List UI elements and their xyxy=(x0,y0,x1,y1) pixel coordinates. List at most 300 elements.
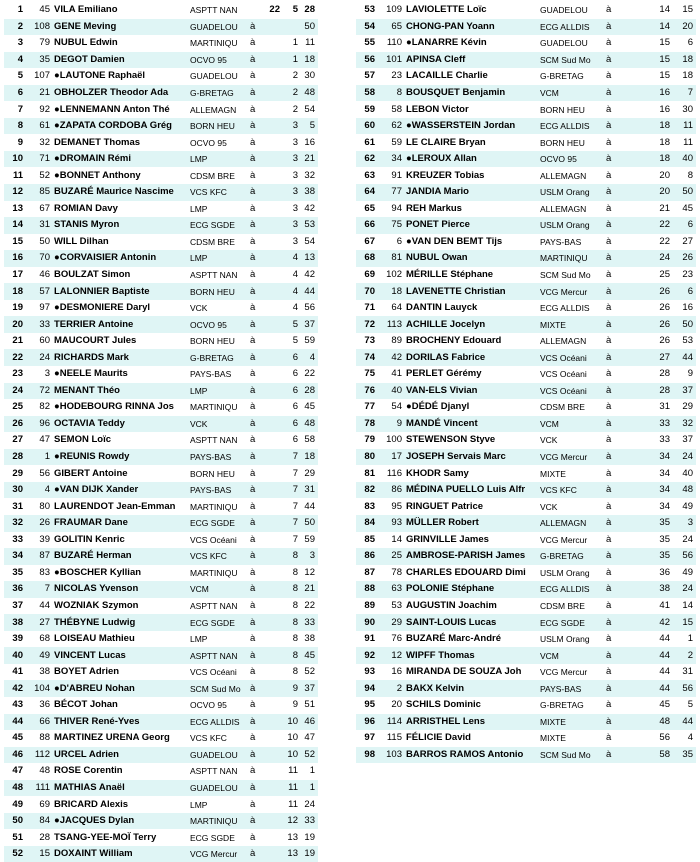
gap-marker-cell: à xyxy=(250,217,282,234)
gap-marker-cell: à xyxy=(250,202,256,214)
bib-number-cell: 108 xyxy=(26,19,54,36)
rank-cell: 58 xyxy=(356,85,378,102)
rank-cell: 14 xyxy=(4,217,26,234)
time-minutes-cell: 41 xyxy=(659,599,670,611)
rider-name-cell: BOULZAT Simon xyxy=(54,269,131,281)
rank-cell: 59 xyxy=(364,103,375,115)
time-seconds-cell: 53 xyxy=(682,335,693,347)
time-minutes-cell: 8 xyxy=(282,647,300,664)
bib-number-cell: 40 xyxy=(378,383,406,400)
bib-number-cell: 77 xyxy=(378,184,406,201)
team-cell: ALLEMAGN xyxy=(540,170,587,181)
rank-cell: 37 xyxy=(12,599,23,611)
time-minutes-cell: 6 xyxy=(292,401,298,413)
team-cell: MARTINIQU xyxy=(190,402,238,413)
table-row xyxy=(356,631,696,648)
rider-name-cell: GOLITIN Kenric xyxy=(54,533,125,545)
team-cell: MARTINIQU xyxy=(190,567,238,578)
table-row xyxy=(356,664,696,681)
rank-cell: 11 xyxy=(12,169,23,181)
rank-cell: 39 xyxy=(12,633,23,645)
time-minutes-cell: 13 xyxy=(287,831,298,843)
bib-number-cell: 80 xyxy=(39,500,50,512)
team-cell: GUADELOU xyxy=(190,19,250,36)
rank-cell: 57 xyxy=(364,70,375,82)
gap-marker-cell: à xyxy=(250,449,282,466)
table-row xyxy=(4,333,347,350)
gap-marker-cell: à xyxy=(606,633,612,645)
table-row xyxy=(4,234,347,251)
rider-name-cell: GENE Meving xyxy=(54,19,190,36)
rank-cell: 41 xyxy=(12,666,23,678)
rider-name-cell: LAURENDOT Jean-Emman xyxy=(54,500,176,512)
gap-marker-cell: à xyxy=(606,500,612,512)
team-cell: G-BRETAG xyxy=(190,349,250,366)
results-column-left xyxy=(4,2,347,862)
gap-marker-cell: à xyxy=(250,368,256,380)
team-cell: ASPTT NAN xyxy=(190,435,238,446)
team-cell: LMP xyxy=(190,634,208,645)
bib-number-cell: 46 xyxy=(39,269,50,281)
rider-name-cell: MAUCOURT Jules xyxy=(54,335,137,347)
team-cell: PAYS-BAS xyxy=(190,449,250,466)
bib-number-cell: 111 xyxy=(26,780,54,797)
table-row xyxy=(4,813,347,830)
rider-name-cell: ●LAUTONE Raphaël xyxy=(54,70,146,82)
time-minutes-cell: 14 xyxy=(646,19,672,36)
time-seconds-cell: 30 xyxy=(304,70,315,82)
rider-name-cell: JANDIA Mario xyxy=(406,184,540,201)
rider-name-cell: APINSA Cleff xyxy=(406,52,540,69)
time-minutes-cell: 10 xyxy=(287,732,298,744)
time-seconds-cell: 7 xyxy=(672,85,696,102)
bib-number-cell: 87 xyxy=(26,548,54,565)
bib-number-cell: 34 xyxy=(378,151,406,168)
table-row xyxy=(4,614,347,631)
bib-number-cell: 95 xyxy=(391,500,402,512)
time-minutes-cell: 26 xyxy=(646,316,672,333)
rider-name-cell: ACHILLE Jocelyn xyxy=(406,316,540,333)
gap-marker-cell: à xyxy=(250,383,282,400)
gap-marker-cell: à xyxy=(250,633,256,645)
time-minutes-cell: 7 xyxy=(292,533,298,545)
rank-cell: 60 xyxy=(356,118,378,135)
team-cell: VCS KFC xyxy=(190,733,227,744)
rank-cell: 82 xyxy=(356,482,378,499)
time-seconds-cell: 44 xyxy=(304,500,315,512)
table-row xyxy=(4,498,347,515)
gap-marker-cell: à xyxy=(250,52,282,69)
rider-name-cell: MÉRILLE Stéphane xyxy=(406,269,494,281)
rank-cell: 49 xyxy=(12,798,23,810)
gap-marker-cell: à xyxy=(606,19,646,36)
time-seconds-cell: 45 xyxy=(300,647,318,664)
table-row xyxy=(4,85,347,102)
team-cell: ALLEMAGN xyxy=(540,336,587,347)
gap-marker-cell: à xyxy=(606,4,612,16)
time-minutes-cell: 6 xyxy=(292,368,298,380)
gap-marker-cell: à xyxy=(606,383,646,400)
team-cell: CDSM BRE xyxy=(540,402,585,413)
bib-number-cell: 48 xyxy=(39,765,50,777)
bib-number-cell: 18 xyxy=(378,283,406,300)
table-row xyxy=(356,714,696,731)
gap-marker-cell: à xyxy=(250,349,282,366)
time-minutes-cell: 33 xyxy=(646,416,672,433)
rider-name-cell: ●WASSERSTEIN Jordan xyxy=(406,118,540,135)
team-cell: OCVO 95 xyxy=(190,316,250,333)
time-seconds-cell: 48 xyxy=(672,482,696,499)
team-cell: VCS KFC xyxy=(190,184,250,201)
time-minutes-cell: 12 xyxy=(282,813,300,830)
time-seconds-cell: 1 xyxy=(309,765,315,777)
rider-name-cell: DANTIN Lauyck xyxy=(406,302,478,314)
rank-cell: 91 xyxy=(364,633,375,645)
rank-cell: 16 xyxy=(4,250,26,267)
rank-cell: 89 xyxy=(364,599,375,611)
bib-number-cell: 28 xyxy=(39,831,50,843)
time-minutes-cell: 58 xyxy=(646,747,672,764)
time-seconds-cell: 33 xyxy=(300,813,318,830)
team-cell: ECG SGDE xyxy=(190,515,250,532)
team-cell: OCVO 95 xyxy=(190,700,227,711)
rank-cell: 18 xyxy=(4,283,26,300)
time-seconds-cell: 5 xyxy=(300,118,318,135)
team-cell: G-BRETAG xyxy=(540,548,606,565)
time-minutes-cell: 14 xyxy=(659,4,670,16)
gap-marker-cell: à xyxy=(606,250,646,267)
table-row xyxy=(356,697,696,714)
rider-name-cell: TERRIER Antoine xyxy=(54,316,190,333)
rider-name-cell: REH Markus xyxy=(406,202,462,214)
bib-number-cell: 52 xyxy=(39,169,50,181)
table-row xyxy=(4,383,347,400)
gap-marker-cell: à xyxy=(250,566,256,578)
team-cell: ECG ALLDIS xyxy=(540,303,590,314)
rank-cell: 80 xyxy=(356,449,378,466)
time-seconds-cell: 1 xyxy=(300,780,318,797)
rider-name-cell: PERLET Gérémy xyxy=(406,368,482,380)
team-cell: GUADELOU xyxy=(190,780,250,797)
rank-cell: 43 xyxy=(12,699,23,711)
gap-marker-cell: à xyxy=(250,283,282,300)
gap-marker-cell: à xyxy=(606,581,646,598)
time-seconds-cell: 48 xyxy=(300,85,318,102)
team-cell: SCM Sud Mo xyxy=(540,270,591,281)
gap-marker-cell: à xyxy=(606,482,646,499)
time-minutes-cell: 42 xyxy=(646,614,672,631)
time-seconds-cell: 24 xyxy=(304,798,315,810)
rider-name-cell: MANDÉ Vincent xyxy=(406,416,540,433)
gap-marker-cell: à xyxy=(250,269,256,281)
time-minutes-cell: 3 xyxy=(292,202,298,214)
table-row xyxy=(356,515,696,532)
bib-number-cell: 69 xyxy=(39,798,50,810)
bib-number-cell: 65 xyxy=(378,19,406,36)
team-cell: SCM Sud Mo xyxy=(540,52,606,69)
gap-marker-cell: à xyxy=(250,500,256,512)
rider-name-cell: MATHIAS Anaël xyxy=(54,780,190,797)
gap-marker-cell: à xyxy=(606,269,612,281)
gap-marker-cell: à xyxy=(606,37,612,49)
rider-name-cell: RICHARDS Mark xyxy=(54,349,190,366)
time-minutes-cell: 15 xyxy=(659,70,670,82)
rank-cell: 96 xyxy=(356,714,378,731)
rider-name-cell: LEBON Victor xyxy=(406,103,469,115)
time-seconds-cell: 20 xyxy=(672,19,696,36)
time-minutes-cell: 11 xyxy=(282,780,300,797)
gap-marker-cell: à xyxy=(606,235,612,247)
bib-number-cell: 101 xyxy=(378,52,406,69)
rank-cell: 29 xyxy=(12,467,23,479)
gap-marker-cell: à xyxy=(606,70,612,82)
rider-name-cell: MÜLLER Robert xyxy=(406,515,540,532)
table-row xyxy=(356,19,696,36)
time-seconds-cell: 50 xyxy=(300,515,318,532)
time-minutes-cell: 34 xyxy=(659,500,670,512)
table-row xyxy=(4,763,347,780)
rank-cell: 78 xyxy=(356,416,378,433)
bib-number-cell: 2 xyxy=(378,680,406,697)
rider-name-cell: BROCHENY Edouard xyxy=(406,335,502,347)
bib-number-cell: 1 xyxy=(26,449,54,466)
table-row xyxy=(356,201,696,218)
gap-marker-cell: à xyxy=(250,136,256,148)
rider-name-cell: FRAUMAR Dane xyxy=(54,515,190,532)
rider-name-cell: DEGOT Damien xyxy=(54,52,190,69)
time-minutes-cell: 15 xyxy=(659,37,670,49)
rank-cell: 33 xyxy=(12,533,23,545)
gap-marker-cell: à xyxy=(250,184,282,201)
gap-marker-cell: à xyxy=(606,515,646,532)
time-seconds-cell: 51 xyxy=(304,699,315,711)
rider-name-cell: GIBERT Antoine xyxy=(54,467,128,479)
rank-cell: 21 xyxy=(12,335,23,347)
bib-number-cell: 25 xyxy=(378,548,406,565)
time-seconds-cell: 44 xyxy=(300,283,318,300)
team-cell: VCS KFC xyxy=(190,548,250,565)
rider-name-cell: BÉCOT Johan xyxy=(54,699,118,711)
bib-number-cell: 17 xyxy=(378,449,406,466)
time-seconds-cell: 28 xyxy=(304,4,315,16)
time-minutes-cell: 1 xyxy=(292,37,298,49)
rank-cell: 75 xyxy=(364,368,375,380)
table-row xyxy=(356,300,696,317)
table-row xyxy=(356,747,696,764)
rank-cell: 24 xyxy=(4,383,26,400)
gap-marker-cell: à xyxy=(250,482,282,499)
time-seconds-cell: 15 xyxy=(682,4,693,16)
rank-cell: 8 xyxy=(4,118,26,135)
table-row xyxy=(4,167,347,184)
gap-marker-cell: à xyxy=(250,581,282,598)
time-seconds-cell: 56 xyxy=(672,680,696,697)
gap-marker-cell: à xyxy=(250,732,256,744)
rank-cell: 84 xyxy=(356,515,378,532)
gap-marker-cell: à xyxy=(250,416,282,433)
team-cell: SCM Sud Mo xyxy=(190,680,250,697)
time-seconds-cell: 3 xyxy=(300,548,318,565)
rank-cell: 5 xyxy=(17,70,23,82)
bib-number-cell: 114 xyxy=(378,714,406,731)
table-row xyxy=(4,780,347,797)
table-row xyxy=(4,349,347,366)
table-row xyxy=(4,664,347,681)
rider-name-cell: LALONNIER Baptiste xyxy=(54,283,190,300)
gap-marker-cell: à xyxy=(606,467,612,479)
time-minutes-cell: 35 xyxy=(646,515,672,532)
table-row xyxy=(356,2,696,19)
time-minutes-cell: 7 xyxy=(292,500,298,512)
rider-name-cell: ●VAN DIJK Xander xyxy=(54,482,190,499)
gap-marker-cell: à xyxy=(606,368,612,380)
time-minutes-cell: 15 xyxy=(646,52,672,69)
rank-cell: 7 xyxy=(17,103,23,115)
time-seconds-cell: 40 xyxy=(682,467,693,479)
rank-cell: 27 xyxy=(12,434,23,446)
time-minutes-cell: 3 xyxy=(282,184,300,201)
time-seconds-cell: 16 xyxy=(682,302,693,314)
time-minutes-cell: 22 xyxy=(659,235,670,247)
table-row xyxy=(356,118,696,135)
gap-marker-cell: à xyxy=(250,19,282,36)
team-cell: USLM Orang xyxy=(540,184,606,201)
table-row xyxy=(356,333,696,350)
rider-name-cell: OCTAVIA Teddy xyxy=(54,416,190,433)
rank-cell: 10 xyxy=(4,151,26,168)
time-seconds-cell: 18 xyxy=(672,52,696,69)
gap-marker-cell: à xyxy=(250,434,256,446)
table-row xyxy=(4,697,347,714)
time-minutes-cell: 7 xyxy=(282,515,300,532)
table-row xyxy=(356,498,696,515)
time-seconds-cell: 35 xyxy=(672,747,696,764)
time-seconds-cell: 18 xyxy=(300,52,318,69)
rank-cell: 83 xyxy=(364,500,375,512)
time-minutes-cell: 4 xyxy=(292,302,298,314)
rank-cell: 17 xyxy=(12,269,23,281)
bib-number-cell: 27 xyxy=(26,614,54,631)
team-cell: LMP xyxy=(190,383,250,400)
team-cell: ECG ALLDIS xyxy=(190,714,250,731)
time-seconds-cell: 5 xyxy=(687,699,693,711)
rider-name-cell: STEWENSON Styve xyxy=(406,434,496,446)
team-cell: LMP xyxy=(190,203,208,214)
gap-marker-cell: à xyxy=(250,614,282,631)
bib-number-cell: 102 xyxy=(386,269,402,281)
team-cell: MIXTE xyxy=(540,733,566,744)
bib-number-cell: 91 xyxy=(391,169,402,181)
gap-marker-cell: à xyxy=(606,416,646,433)
rider-name-cell: ROMIAN Davy xyxy=(54,202,118,214)
time-seconds-cell: 16 xyxy=(304,136,315,148)
time-minutes-cell: 3 xyxy=(282,118,300,135)
rank-cell: 2 xyxy=(4,19,26,36)
rider-name-cell: BARROS RAMOS Antonio xyxy=(406,747,540,764)
rider-name-cell: BOUSQUET Benjamin xyxy=(406,85,540,102)
rider-name-cell: RINGUET Patrice xyxy=(406,500,484,512)
rank-cell: 79 xyxy=(364,434,375,446)
rank-cell: 32 xyxy=(4,515,26,532)
rank-cell: 64 xyxy=(356,184,378,201)
rider-name-cell: ●LEROUX Allan xyxy=(406,151,540,168)
team-cell: VCS Océani xyxy=(190,534,237,545)
gap-marker-cell: à xyxy=(250,169,256,181)
bib-number-cell: 88 xyxy=(39,732,50,744)
time-minutes-cell: 6 xyxy=(282,383,300,400)
time-minutes-cell: 35 xyxy=(659,533,670,545)
time-seconds-cell: 54 xyxy=(304,103,315,115)
team-cell: VCS Océani xyxy=(540,349,606,366)
table-row xyxy=(4,19,347,36)
team-cell: G-BRETAG xyxy=(540,71,584,82)
time-seconds-cell: 32 xyxy=(304,169,315,181)
table-row xyxy=(4,465,347,482)
bib-number-cell: 32 xyxy=(39,136,50,148)
gap-marker-cell: à xyxy=(250,765,256,777)
table-row xyxy=(356,565,696,582)
table-row xyxy=(356,465,696,482)
rank-cell: 73 xyxy=(364,335,375,347)
time-minutes-cell: 6 xyxy=(282,416,300,433)
time-minutes-cell: 24 xyxy=(646,250,672,267)
team-cell: VCG Mercur xyxy=(540,534,588,545)
rider-name-cell: ●DESMONIERE Daryl xyxy=(54,302,151,314)
bib-number-cell: 94 xyxy=(391,202,402,214)
time-seconds-cell: 24 xyxy=(672,581,696,598)
time-seconds-cell: 44 xyxy=(672,349,696,366)
time-seconds-cell: 42 xyxy=(304,202,315,214)
time-minutes-cell: 7 xyxy=(282,449,300,466)
bib-number-cell: 36 xyxy=(39,699,50,711)
team-cell: VCK xyxy=(540,435,558,446)
table-row xyxy=(4,532,347,549)
rider-name-cell: NUBUL Edwin xyxy=(54,37,118,49)
time-minutes-cell: 44 xyxy=(646,647,672,664)
time-seconds-cell: 50 xyxy=(672,184,696,201)
time-minutes-cell: 3 xyxy=(292,169,298,181)
bib-number-cell: 100 xyxy=(386,434,402,446)
rank-cell: 74 xyxy=(356,349,378,366)
rider-name-cell: BUZARÉ Maurice Nascime xyxy=(54,184,190,201)
rider-name-cell: ●BOSCHER Kyllian xyxy=(54,566,142,578)
rider-name-cell: AMBROSE-PARISH James xyxy=(406,548,540,565)
rider-name-cell: KREUZER Tobias xyxy=(406,169,485,181)
rank-cell: 3 xyxy=(17,37,23,49)
rank-cell: 28 xyxy=(4,449,26,466)
time-seconds-cell: 48 xyxy=(300,416,318,433)
time-seconds-cell: 30 xyxy=(682,103,693,115)
table-row xyxy=(356,532,696,549)
gap-marker-cell: à xyxy=(250,151,282,168)
rank-cell: 92 xyxy=(356,647,378,664)
rider-name-cell: STANIS Myron xyxy=(54,217,190,234)
table-row xyxy=(4,52,347,69)
rider-name-cell: WILL Dilhan xyxy=(54,235,109,247)
team-cell: OCVO 95 xyxy=(190,137,227,148)
rider-name-cell: VINCENT Lucas xyxy=(54,647,190,664)
rank-cell: 85 xyxy=(364,533,375,545)
time-minutes-cell: 45 xyxy=(659,699,670,711)
gap-marker-cell: à xyxy=(250,680,282,697)
time-seconds-cell: 11 xyxy=(683,136,693,148)
table-row xyxy=(4,316,347,333)
bib-number-cell: 112 xyxy=(26,747,54,764)
rank-cell: 55 xyxy=(364,37,375,49)
rider-name-cell: ●D'ABREU Nohan xyxy=(54,680,190,697)
table-row xyxy=(4,68,347,85)
team-cell: VCK xyxy=(190,303,208,314)
